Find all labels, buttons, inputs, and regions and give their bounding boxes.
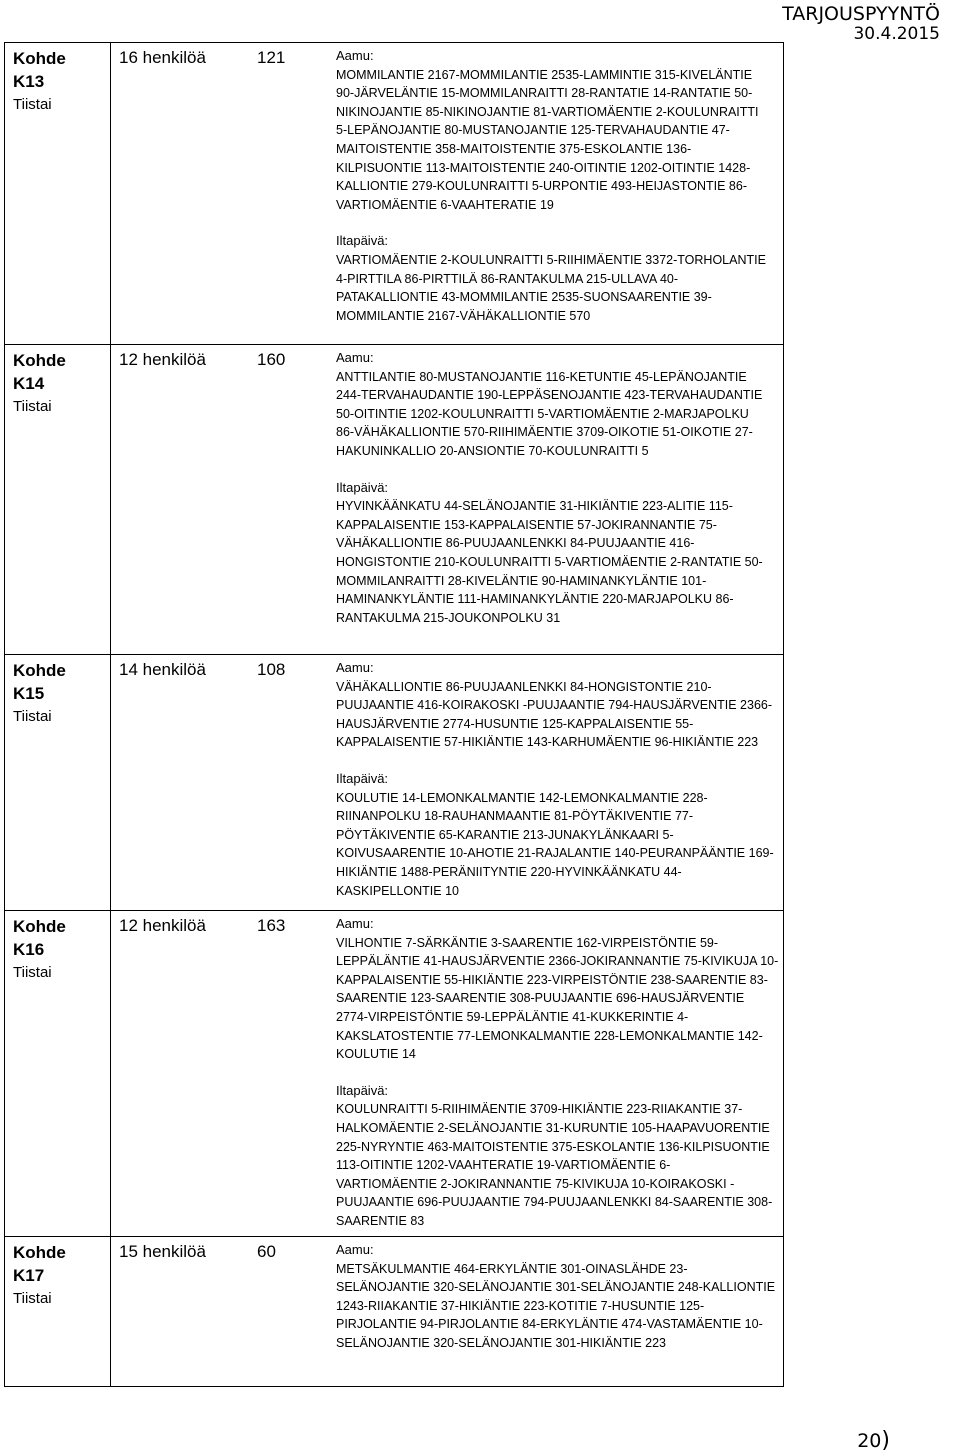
- kohde-label: Kohde: [13, 351, 66, 370]
- weekday: Tiistai: [13, 398, 52, 415]
- route-description: [336, 915, 783, 1231]
- afternoon-route: HYVINKÄÄNKATU 44-SELÄNOJANTIE 31-HIKIÄNTIE 223-ALITIE 115- KAPPALAISENTIE 153-KAPPALAISENTIE 57-JOKIRANNANTIE 75- VÄHÄKALLIONTIE 86-PUUJAANLENKKI 84-PUUJAANTIE 416- HONGISTONTIE 210-KOULUNRAITTI 5-VARTIOMÄENTIE 2-RANTATIE 50- MOMMILANRAITTI 28-KIVELÄNTIE 90-HAMINANKYLÄNTIE 101- HAMINANKYLÄNTIE 111-HAMINANKYLÄNTIE 220-MARJAPOLKU 86- RANTAKULMA 215-JOUKONPOLKU 31: [336, 499, 763, 625]
- route-cell: [111, 345, 784, 655]
- route-cell: [111, 43, 784, 345]
- route-number: 163: [257, 916, 286, 935]
- route-number: 121: [257, 48, 286, 67]
- afternoon-label: Iltapäivä:: [336, 770, 389, 786]
- route-description: [336, 659, 783, 900]
- morning-route: VÄHÄKALLIONTIE 86-PUUJAANLENKKI 84-HONGISTONTIE 210- PUUJAANTIE 416-KOIRAKOSKI -PUUJAANTIE 794-HAUSJÄRVENTIE 2366- HAUSJÄRVENTIE 2774-HUSUNTIE 125-KAPPALAISENTIE 55- KAPPALAISENTIE 57-HIKIÄNTIE 143-KARHUMÄENTIE 96-HIKIÄNTIE 223: [336, 679, 773, 750]
- kohde-id: K17: [13, 1266, 45, 1285]
- document-header: [782, 2, 940, 46]
- kohde-cell: [5, 43, 111, 345]
- kohde-cell: [5, 655, 111, 911]
- morning-label: Aamu:: [336, 48, 374, 63]
- document-title: TARJOUSPYYNTÖ: [782, 3, 940, 25]
- person-count: 14 henkilöä: [119, 660, 206, 679]
- afternoon-route: KOULUTIE 14-LEMONKALMANTIE 142-LEMONKALMANTIE 228- RIINANPOLKU 18-RAUHANMAANTIE 81-PÖYTÄKIVENTIE 77- PÖYTÄKIVENTIE 65-KARANTIE 213-JUNAKYLÄNKAARI 5- KOIVUSAARENTIE 10-AHOTIE 21-RAJALANTIE 140-PEURANPÄÄNTIE 169- HIKIÄNTIE 1488-PERÄNIITYNTIE 220-HYVINKÄÄNKATU 44- KASKIPELLONTIE 10: [336, 790, 774, 898]
- morning-label: Aamu:: [336, 916, 374, 931]
- page-number: [857, 1428, 890, 1453]
- kohde-id: K13: [13, 72, 45, 91]
- person-count: 12 henkilöä: [119, 916, 206, 935]
- kohde-label: Kohde: [13, 1243, 66, 1262]
- morning-route: METSÄKULMANTIE 464-ERKYLÄNTIE 301-OINASLÄHDE 23- SELÄNOJANTIE 320-SELÄNOJANTIE 301-SELÄNOJANTIE 248-KALLIONTIE 1243-RIIAKANTIE 37-HIKIÄNTIE 223-KOTITIE 7-HUSUNTIE 125- PIRJOLANTIE 94-PIRJOLANTIE 84-ERKYLÄNTIE 474-VASTAMÄENTIE 10- SELÄNOJANTIE 320-SELÄNOJANTIE 301-HIKIÄNTIE 223: [336, 1261, 776, 1350]
- morning-label: Aamu:: [336, 1242, 374, 1257]
- kohde-cell: [5, 345, 111, 655]
- weekday: Tiistai: [13, 708, 52, 725]
- person-count: 16 henkilöä: [119, 48, 206, 67]
- afternoon-route: KOULUNRAITTI 5-RIIHIMÄENTIE 3709-HIKIÄNTIE 223-RIIAKANTIE 37- HALKOMÄENTIE 2-SELÄNOJANTIE 31-KURUNTIE 105-HAAPAVUORENTIE 225-NYRYNTIE 463-MAITOISTENTIE 375-ESKOLANTIE 136-KILPISUONTIE 113-OITINTIE 1202-VAAHTERATIE 19-VARTIOMÄENTIE 6- VARTIOMÄENTIE 2-JOKIRANNANTIE 75-KIVIKUJA 10-KOIRAKOSKI - PUUJAANTIE 696-PUUJAANTIE 794-PUUJAANLENKKI 84-SAARENTIE 308- SAARENTIE 83: [336, 1102, 773, 1228]
- route-table: [4, 42, 784, 1387]
- table-row: [5, 911, 784, 1237]
- weekday: Tiistai: [13, 964, 52, 981]
- route-description: [336, 47, 783, 325]
- kohde-id: K16: [13, 940, 45, 959]
- table-row: [5, 655, 784, 911]
- kohde-cell: [5, 911, 111, 1237]
- table-row: [5, 43, 784, 345]
- morning-route: MOMMILANTIE 2167-MOMMILANTIE 2535-LAMMINTIE 315-KIVELÄNTIE 90-JÄRVELÄNTIE 15-MOMMILANRAITTI 28-RANTATIE 14-RANTATIE 50- NIKINOJANTIE 85-NIKINOJANTIE 81-VARTIOMÄENTIE 2-KOULUNRAITTI 5-LEPÄNOJANTIE 80-MUSTANOJANTIE 125-TERVAHAUDANTIE 47- MAITOISTENTIE 358-MAITOISTENTIE 375-ESKOLANTIE 136- KILPISUONTIE 113-MAITOISTENTIE 240-OITINTIE 1202-OITINTIE 1428- KALLIONTIE 279-KOULUNRAITTI 5-URPONTIE 493-HEIJASTONTIE 86- VARTIOMÄENTIE 6-VAAHTERATIE 19: [336, 67, 759, 212]
- weekday: Tiistai: [13, 96, 52, 113]
- afternoon-label: Iltapäivä:: [336, 233, 389, 249]
- kohde-id: K15: [13, 684, 45, 703]
- route-description: [336, 349, 783, 627]
- morning-route: VILHONTIE 7-SÄRKÄNTIE 3-SAARENTIE 162-VIRPEISTÖNTIE 59- LEPPÄLÄNTIE 41-HAUSJÄRVENTIE 2366-JOKIRANNANTIE 75-KIVIKUJA 10- KAPPALAISENTIE 55-HIKIÄNTIE 223-VIRPEISTÖNTIE 238-SAARENTIE 83- SAARENTIE 123-SAARENTIE 308-PUUJAANTIE 696-HAUSJÄRVENTIE 2774-VIRPEISTÖNTIE 59-LEPPÄLÄNTIE 41-KUKKERINTIE 4- KAKSLATOSTENTIE 77-LEMONKALMANTIE 228-LEMONKALMANTIE 142- KOULUTIE 14: [336, 935, 779, 1062]
- route-number: 160: [257, 350, 286, 369]
- morning-label: Aamu:: [336, 660, 374, 675]
- afternoon-route: VARTIOMÄENTIE 2-KOULUNRAITTI 5-RIIHIMÄENTIE 3372-TORHOLANTIE 4-PIRTTILA 86-PIRTTILÄ 86-RANTAKULMA 215-ULLAVA 40- PATAKALLIONTIE 43-MOMMILANTIE 2535-SUONSAARENTIE 39- MOMMILANTIE 2167-VÄHÄKALLIONTIE 570: [336, 252, 766, 323]
- route-cell: [111, 1237, 784, 1387]
- person-count: 15 henkilöä: [119, 1242, 206, 1261]
- page-number-paren: ): [881, 1428, 890, 1453]
- route-number: 60: [257, 1242, 276, 1261]
- table-row: [5, 345, 784, 655]
- weekday: Tiistai: [13, 1290, 52, 1307]
- afternoon-label: Iltapäivä:: [336, 479, 389, 495]
- route-number: 108: [257, 660, 286, 679]
- kohde-id: K14: [13, 374, 45, 393]
- route-description: [336, 1241, 783, 1353]
- route-cell: [111, 911, 784, 1237]
- kohde-label: Kohde: [13, 661, 66, 680]
- route-cell: [111, 655, 784, 911]
- document-date: 30.4.2015: [853, 24, 940, 44]
- table-row: [5, 1237, 784, 1387]
- page-number-value: 20: [857, 1430, 882, 1452]
- kohde-label: Kohde: [13, 49, 66, 68]
- kohde-cell: [5, 1237, 111, 1387]
- morning-label: Aamu:: [336, 350, 374, 365]
- afternoon-label: Iltapäivä:: [336, 1082, 389, 1098]
- person-count: 12 henkilöä: [119, 350, 206, 369]
- morning-route: ANTTILANTIE 80-MUSTANOJANTIE 116-KETUNTIE 45-LEPÄNOJANTIE 244-TERVAHAUDANTIE 190-LEPPÄSENOJANTIE 423-TERVAHAUDANTIE 50-OITINTIE 1202-KOULUNRAITTI 5-VARTIOMÄENTIE 2-MARJAPOLKU 86-VÄHÄKALLIONTIE 570-RIIHIMÄENTIE 3709-OIKOTIE 51-OIKOTIE 27- HAKUNINKALLIO 20-ANSIONTIE 70-KOULUNRAITTI 5: [336, 369, 763, 458]
- kohde-label: Kohde: [13, 917, 66, 936]
